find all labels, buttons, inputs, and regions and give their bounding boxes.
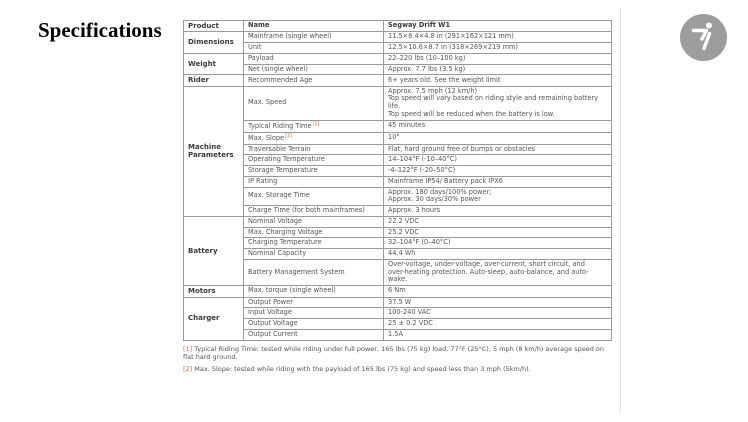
table-row [184,64,612,75]
spec-item-label: Net (single wheel) [248,64,308,73]
category-cell [184,32,244,54]
spec-item-label: Output Current [248,329,298,338]
spec-item-cell [244,166,384,177]
category-label: Battery [188,246,218,255]
spec-item-label: Charging Temperature [248,238,322,247]
category-cell [184,286,244,297]
table-row [184,75,612,86]
spec-item-cell [244,86,384,120]
spec-value-cell [384,86,612,120]
table-row [184,286,612,297]
spec-item-label: Traversable Terrain [248,144,311,153]
category-cell [184,297,244,340]
table-row [184,53,612,64]
header-product: Product [184,21,244,32]
table-row [184,132,612,144]
spec-value-line: Top speed will be reduced when the battery is low. [388,109,555,118]
spec-value-cell [384,176,612,187]
category-label: Dimensions [188,38,234,47]
spec-item-cell [244,286,384,297]
category-label: Rider [188,76,209,85]
spec-value-cell [384,166,612,177]
footnote-ref: [1] [312,121,320,127]
spec-value-line: 25 ± 0.2 VDC [388,319,433,328]
spec-value-cell [384,144,612,155]
spec-value-cell [384,227,612,238]
spec-item-cell [244,249,384,260]
spec-value-line: 25.2 VDC [388,227,419,236]
table-row [184,120,612,132]
spec-value-line: 11.5×6.4×4.8 in (291×162×121 mm) [388,32,514,41]
spec-item-cell [244,155,384,166]
spec-item-label: Nominal Voltage [248,216,303,225]
table-row [184,329,612,340]
category-cell [184,53,244,75]
spec-value-line: 12.5×10.6×8.7 in (318×269×219 mm) [388,43,518,52]
spec-item-label: Nominal Capacity [248,249,307,258]
spec-item-label: IP Rating [248,176,278,185]
table-row [184,297,612,308]
spec-item-label: Max. Speed [248,98,287,107]
footnote-mark: [1] [183,344,193,353]
spec-item-label: Operating Temperature [248,155,325,164]
table-row [184,187,612,206]
spec-value-line: 45 minutes [388,121,426,130]
spec-item-label: Recommended Age [248,75,313,84]
category-label: Machine [188,142,221,151]
table-row [184,166,612,177]
spec-item-cell [244,187,384,206]
spec-item-cell [244,216,384,227]
table-row [184,216,612,227]
footnotes [183,345,611,374]
spec-value-cell [384,75,612,86]
spec-item-label: Output Voltage [248,319,298,328]
spec-item-cell [244,43,384,54]
table-row [184,259,612,285]
spec-value-line: 6+ years old. See the weight limit [388,75,501,84]
header-model: Segway Drift W1 [384,21,612,32]
footnote-mark: [2] [183,365,193,374]
table-row [184,206,612,217]
footnote-text: Typical Riding Time: tested while riding under full power, 165 lbs (75 kg) load, 77°F (25°C), 5 mph (8 km/h) average speed on flat hard ground. [183,344,605,362]
table-row [184,32,612,43]
spec-item-label: Mainframe (single wheel) [248,32,332,41]
table-row [184,227,612,238]
spec-item-cell [244,238,384,249]
spec-value-line: Approx. 7.7 lbs (3.5 kg) [388,64,466,73]
table-row [184,176,612,187]
spec-item-label: Unit [248,43,262,52]
spec-item-cell [244,120,384,132]
spec-item-label: Typical Riding Time [248,121,312,130]
header-name: Name [244,21,384,32]
footnote-text: Max. Slope: tested while riding with the payload of 165 lbs (75 kg) and speed less than 3 mph (5km/h). [194,365,531,374]
footnote-ref: [2] [285,133,292,139]
spec-item-cell [244,206,384,217]
spec-value-cell [384,120,612,132]
spec-value-line: over-heating protection. Auto-sleep, auto-balance, and auto-wake. [388,267,589,284]
spec-item-label: Output Power [248,297,293,306]
spec-value-line: Approx. 7.5 mph (12 km/h) [388,86,478,95]
spec-value-cell [384,43,612,54]
spec-value-cell [384,132,612,144]
spec-item-cell [244,227,384,238]
segway-logo-icon [680,14,727,61]
page-title: Specifications [38,18,162,42]
spec-value-line: 1.5A [388,329,403,338]
spec-item-cell [244,53,384,64]
table-row [184,155,612,166]
spec-item-cell [244,259,384,285]
spec-value-cell [384,64,612,75]
category-label: Parameters [188,151,234,160]
table-row [184,249,612,260]
spec-table [183,20,612,341]
spec-value-line: 32–104°F (0–40°C) [388,238,451,247]
category-cell [184,75,244,86]
spec-value-line: Approx. 30 days/30% power [388,195,481,204]
spec-item-label: Payload [248,53,274,62]
table-row [184,308,612,319]
spec-item-label: Max. Charging Voltage [248,227,323,236]
spec-item-cell [244,329,384,340]
spec-item-cell [244,308,384,319]
spec-value-cell [384,238,612,249]
spec-value-cell [384,308,612,319]
category-cell [184,216,244,285]
spec-value-line: 37.5 W [388,297,412,306]
divider-line [620,8,621,412]
category-label: Motors [188,287,216,296]
category-label: Charger [188,314,220,323]
spec-item-cell [244,297,384,308]
spec-value-line: Approx. 180 days/100% power; [388,187,492,196]
spec-item-cell [244,32,384,43]
spec-value-line: Top speed will vary based on riding style and remaining battery life. [388,94,599,111]
spec-value-line: 22.2 VDC [388,216,419,225]
spec-item-cell [244,176,384,187]
spec-value-line: Over-voltage, under-voltage, over-current, short circuit, and [388,259,585,268]
table-row [184,144,612,155]
spec-value-cell [384,297,612,308]
spec-item-cell [244,319,384,330]
spec-value-line: 44.4 Wh [388,249,416,258]
spec-item-label: Max. torque (single wheel) [248,286,336,295]
spec-item-label: Max. Storage Time [248,191,310,200]
spec-item-cell [244,144,384,155]
spec-value-cell [384,206,612,217]
spec-value-cell [384,329,612,340]
spec-value-line: 14–104°F (-10–40°C) [388,155,457,164]
table-row [184,86,612,120]
spec-value-line: 6 Nm [388,286,406,295]
spec-value-cell [384,32,612,43]
spec-value-cell [384,53,612,64]
category-label: Weight [188,59,216,68]
spec-value-cell [384,259,612,285]
spec-item-label: Max. Slope [248,133,285,142]
spec-item-label: Charge Time (for both mainframes) [248,206,365,215]
table-row [184,43,612,54]
spec-value-cell [384,286,612,297]
spec-item-cell [244,132,384,144]
spec-item-cell [244,64,384,75]
spec-item-label: Battery Management System [248,267,345,276]
spec-value-cell [384,216,612,227]
spec-value-line: 100-240 VAC [388,308,431,317]
table-header-row [184,21,612,32]
category-cell [184,86,244,216]
footnote-2 [183,365,611,374]
spec-value-line: 22–220 lbs (10–100 kg) [388,53,466,62]
footnote-1 [183,345,611,363]
spec-value-line: Flat, hard ground free of bumps or obstacles [388,144,536,153]
spec-value-cell [384,319,612,330]
spec-item-cell [244,75,384,86]
spec-value-line: -4–122°F (-20–50°C) [388,166,456,175]
spec-value-cell [384,155,612,166]
spec-value-cell [384,187,612,206]
spec-value-line: Approx. 3 hours [388,206,441,215]
spec-value-cell [384,249,612,260]
spec-item-label: Input Voltage [248,308,292,317]
spec-item-label: Storage Temperature [248,166,318,175]
spec-sheet [183,20,611,377]
spec-value-line: 10° [388,133,400,142]
table-row [184,238,612,249]
spec-value-line: Mainframe IP54/ Battery pack IPX6 [388,176,503,185]
table-row [184,319,612,330]
